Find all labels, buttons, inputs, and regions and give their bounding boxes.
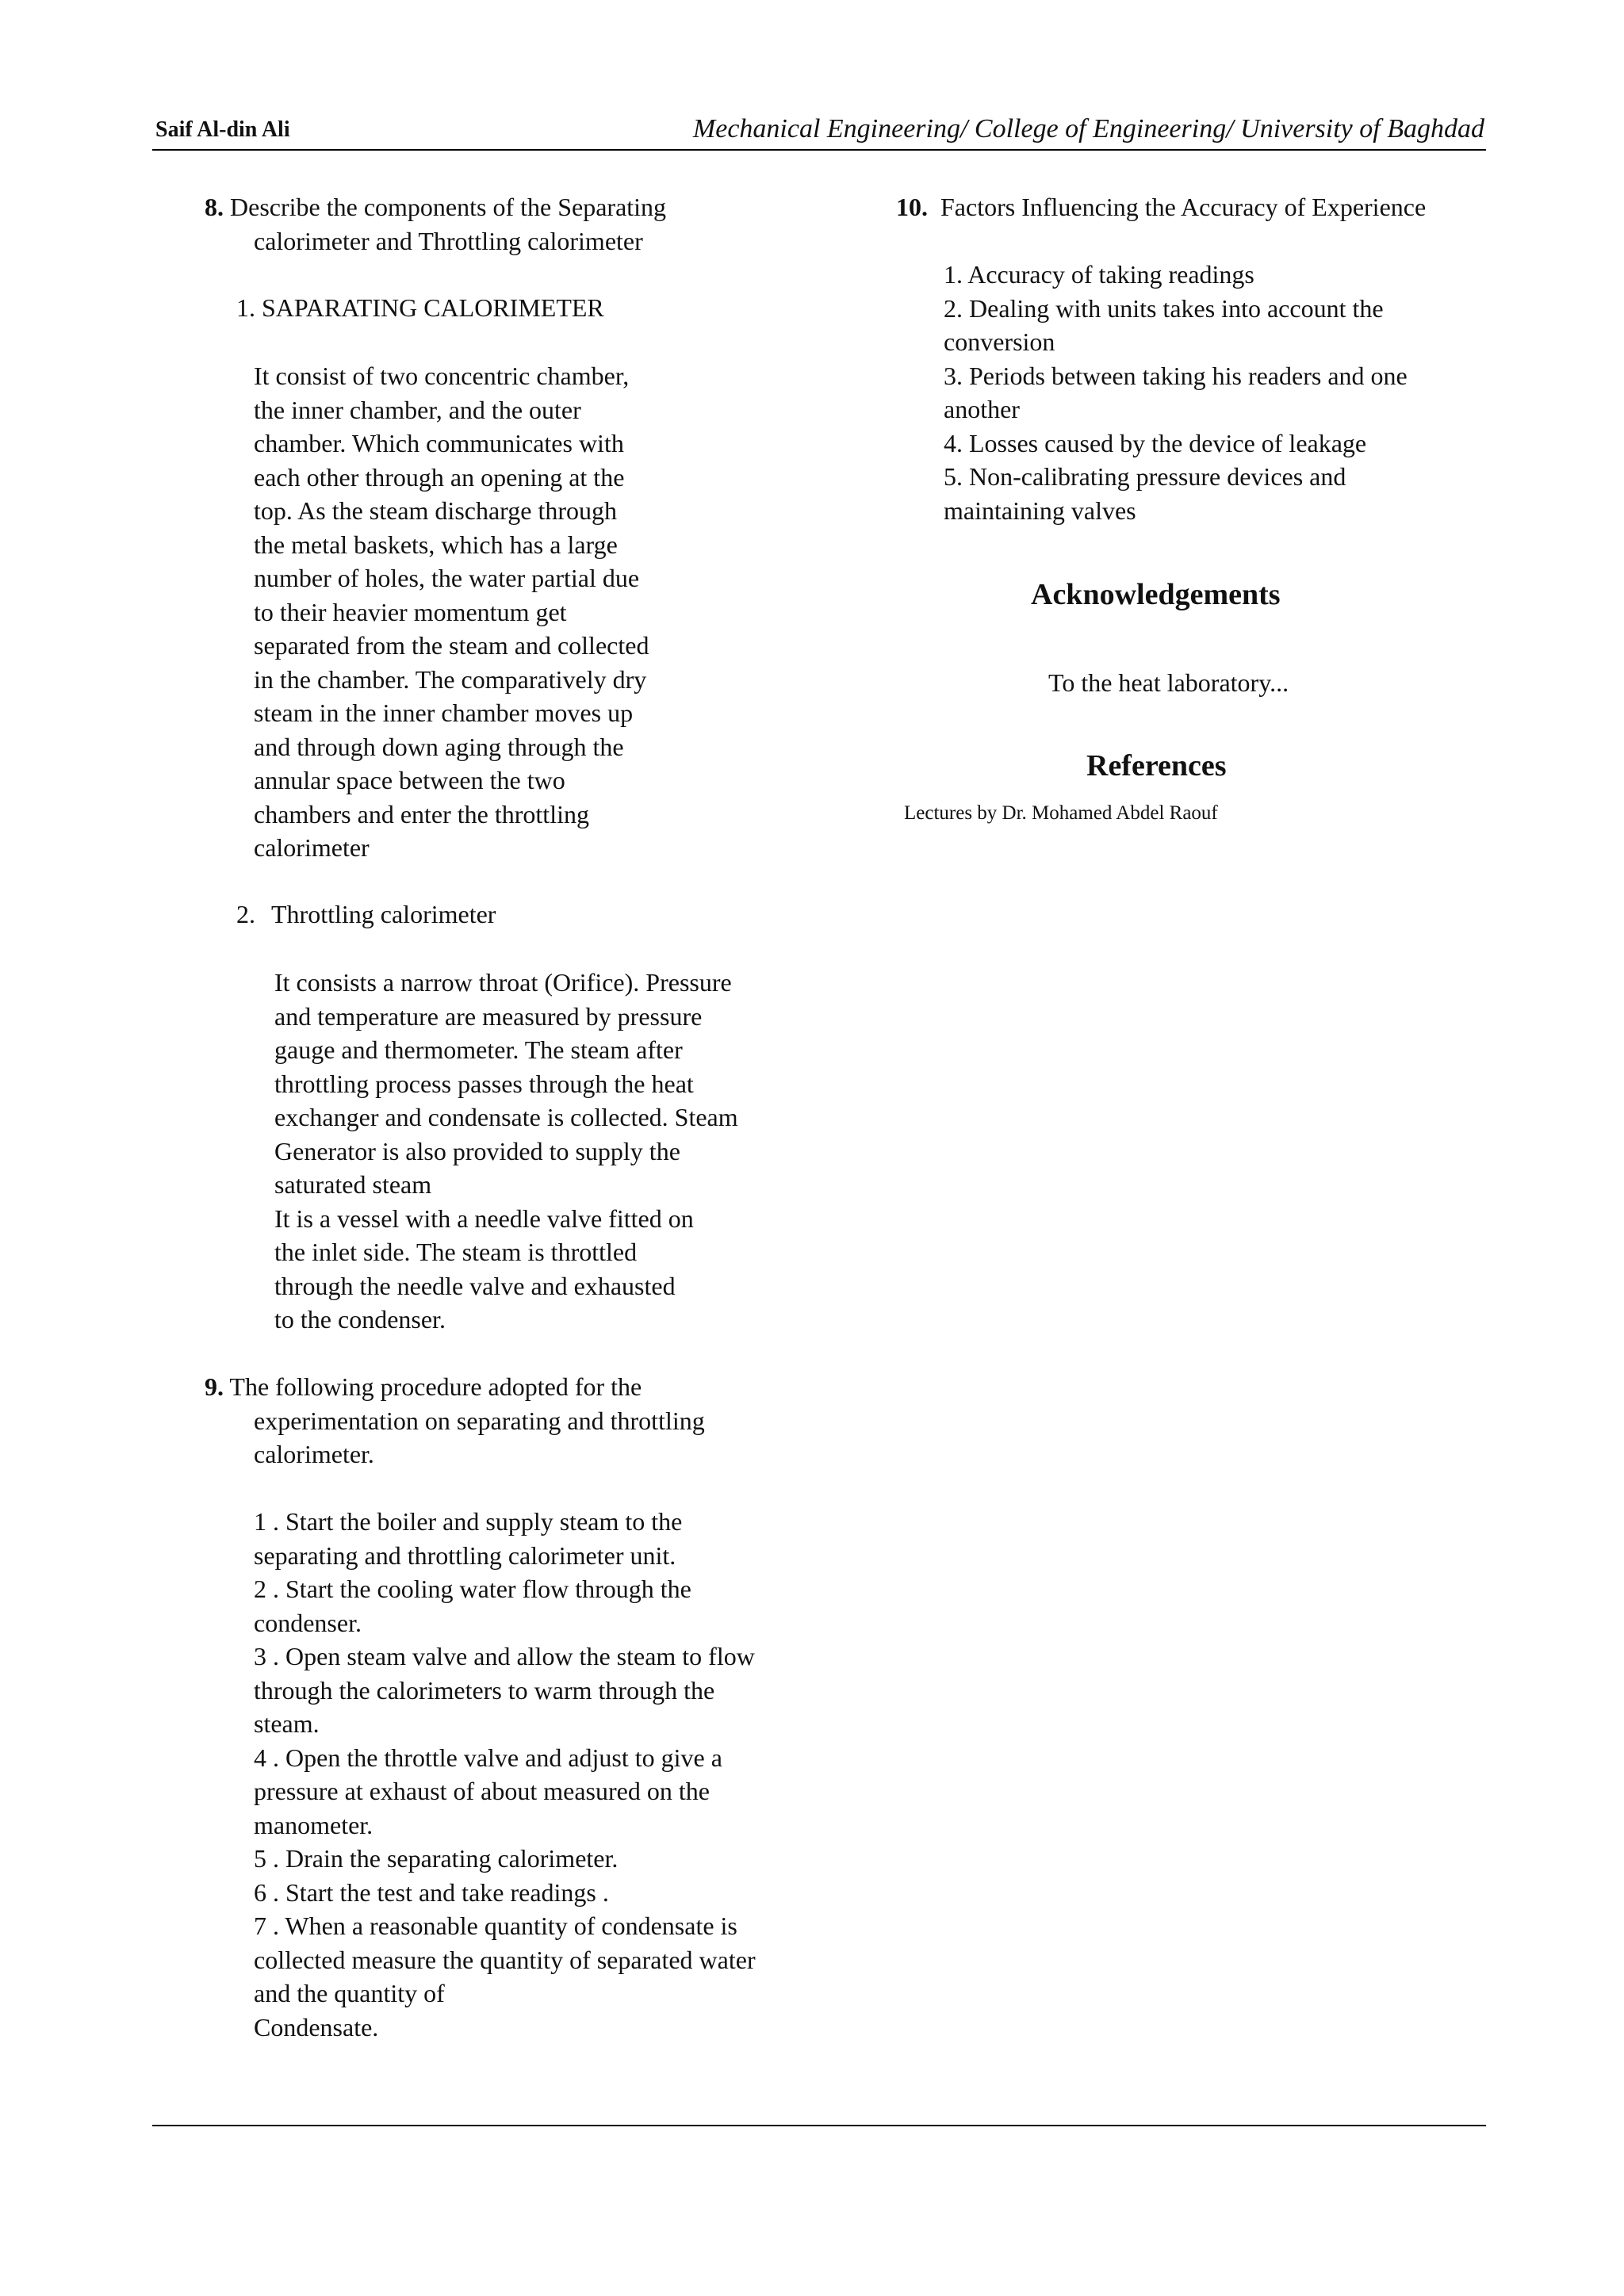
factor-line: 2. Dealing with units takes into account the [944, 293, 1384, 323]
paragraph-line: chambers and enter the throttling [254, 799, 589, 828]
references-heading: References [1086, 749, 1227, 783]
q10-title [896, 190, 1426, 224]
procedure-line: 2 . Start the cooling water flow through the [254, 1575, 691, 1603]
factor-line: 3. Periods between taking his readers and one [944, 361, 1408, 390]
separating-paragraph [254, 359, 649, 865]
procedure-line: 4 . Open the throttle valve and adjust to give a [254, 1743, 722, 1772]
procedure-line: 1 . Start the boiler and supply steam to the [254, 1507, 683, 1536]
procedure-line: through the calorimeters to warm through the [254, 1675, 715, 1705]
paragraph-line: to the condenser. [274, 1305, 446, 1334]
paragraph-line: It consists a narrow throat (Orifice). Pressure [274, 968, 732, 997]
paragraph-line: separated from the steam and collected [254, 631, 649, 660]
paragraph-line: and through down aging through the [254, 732, 624, 761]
paragraph-line: exchanger and condensate is collected. Steam [274, 1103, 738, 1131]
procedure-line: collected measure the quantity of separated water [254, 1945, 756, 1974]
procedure-line: 5 . Drain the separating calorimeter. [254, 1844, 619, 1873]
paragraph-line: It is a vessel with a needle valve fitted on [274, 1203, 694, 1233]
procedure-line: pressure at exhaust of about measured on the [254, 1777, 710, 1805]
q8-line1: Describe the components of the Separating [230, 193, 667, 221]
header-rule [152, 149, 1486, 151]
paragraph-line: saturated steam [274, 1170, 432, 1199]
throttling-heading [236, 897, 496, 932]
paragraph-line: annular space between the two [254, 766, 565, 794]
q8-number: 8. [205, 193, 224, 221]
procedure-steps [254, 1505, 756, 2044]
factor-line: conversion [944, 327, 1055, 356]
paragraph-line: top. As the steam discharge through [254, 496, 617, 525]
q9-line1: The following procedure adopted for the [229, 1372, 642, 1401]
throttling-title: Throttling calorimeter [271, 900, 496, 928]
paragraph-line: steam in the inner chamber moves up [254, 698, 634, 727]
references-text: Lectures by Dr. Mohamed Abdel Raouf [904, 802, 1218, 824]
paragraph-line: number of holes, the water partial due [254, 564, 640, 592]
q9-title [205, 1370, 642, 1404]
footer-rule [152, 2125, 1486, 2126]
paragraph-line: gauge and thermometer. The steam after [274, 1035, 683, 1064]
procedure-line: manometer. [254, 1810, 373, 1839]
acknowledgements-heading: Acknowledgements [1031, 578, 1281, 611]
procedure-line: and the quantity of [254, 1979, 445, 2007]
procedure-line: 3 . Open steam valve and allow the steam to flow [254, 1642, 755, 1670]
throttling-number: 2. [236, 900, 255, 928]
factor-line: 4. Losses caused by the device of leakage [944, 428, 1367, 457]
procedure-line: separating and throttling calorimeter unit. [254, 1540, 676, 1570]
paragraph-line: through the needle valve and exhausted [274, 1271, 676, 1300]
paragraph-line: chamber. Which communicates with [254, 429, 624, 457]
procedure-line: steam. [254, 1709, 320, 1738]
paragraph-line: It consist of two concentric chamber, [254, 362, 630, 390]
q9-line3: calorimeter. [254, 1440, 374, 1468]
procedure-line: condenser. [254, 1608, 362, 1637]
q9-number: 9. [205, 1372, 224, 1401]
throttling-paragraph [274, 966, 738, 1337]
q10-text: Factors Influencing the Accuracy of Experience [940, 193, 1427, 221]
procedure-line: 6 . Start the test and take readings . [254, 1877, 609, 1907]
paragraph-line: the metal baskets, which has a large [254, 530, 618, 559]
factors-list [944, 258, 1408, 527]
factor-line: 1. Accuracy of taking readings [944, 260, 1254, 289]
q8-title [205, 190, 666, 224]
q9-line2: experimentation on separating and throttling [254, 1406, 705, 1435]
procedure-line: 7 . When a reasonable quantity of condensate is [254, 1911, 737, 1940]
paragraph-line: each other through an opening at the [254, 462, 625, 492]
paragraph-line: in the chamber. The comparatively dry [254, 664, 647, 694]
paragraph-line: calorimeter [254, 833, 370, 862]
factor-line: another [944, 395, 1020, 423]
paragraph-line: the inner chamber, and the outer [254, 395, 581, 424]
paragraph-line: throttling process passes through the heat [274, 1069, 694, 1098]
paragraph-line: the inlet side. The steam is throttled [274, 1238, 638, 1266]
q10-number: 10. [896, 193, 928, 221]
header-author: Saif Al-din Ali [155, 117, 290, 142]
q8-line2: calorimeter and Throttling calorimeter [254, 227, 643, 255]
paragraph-line: and temperature are measured by pressure [274, 1001, 703, 1031]
factor-line: maintaining valves [944, 496, 1136, 525]
header-department: Mechanical Engineering/ College of Engineering/ University of Baghdad [692, 114, 1484, 144]
paragraph-line: Generator is also provided to supply the [274, 1136, 680, 1165]
acknowledgements-text: To the heat laboratory... [1048, 668, 1289, 697]
procedure-line: Condensate. [254, 2012, 379, 2042]
separating-heading: 1. SAPARATING CALORIMETER [236, 293, 604, 322]
factor-line: 5. Non-calibrating pressure devices and [944, 462, 1346, 491]
paragraph-line: to their heavier momentum get [254, 597, 567, 626]
